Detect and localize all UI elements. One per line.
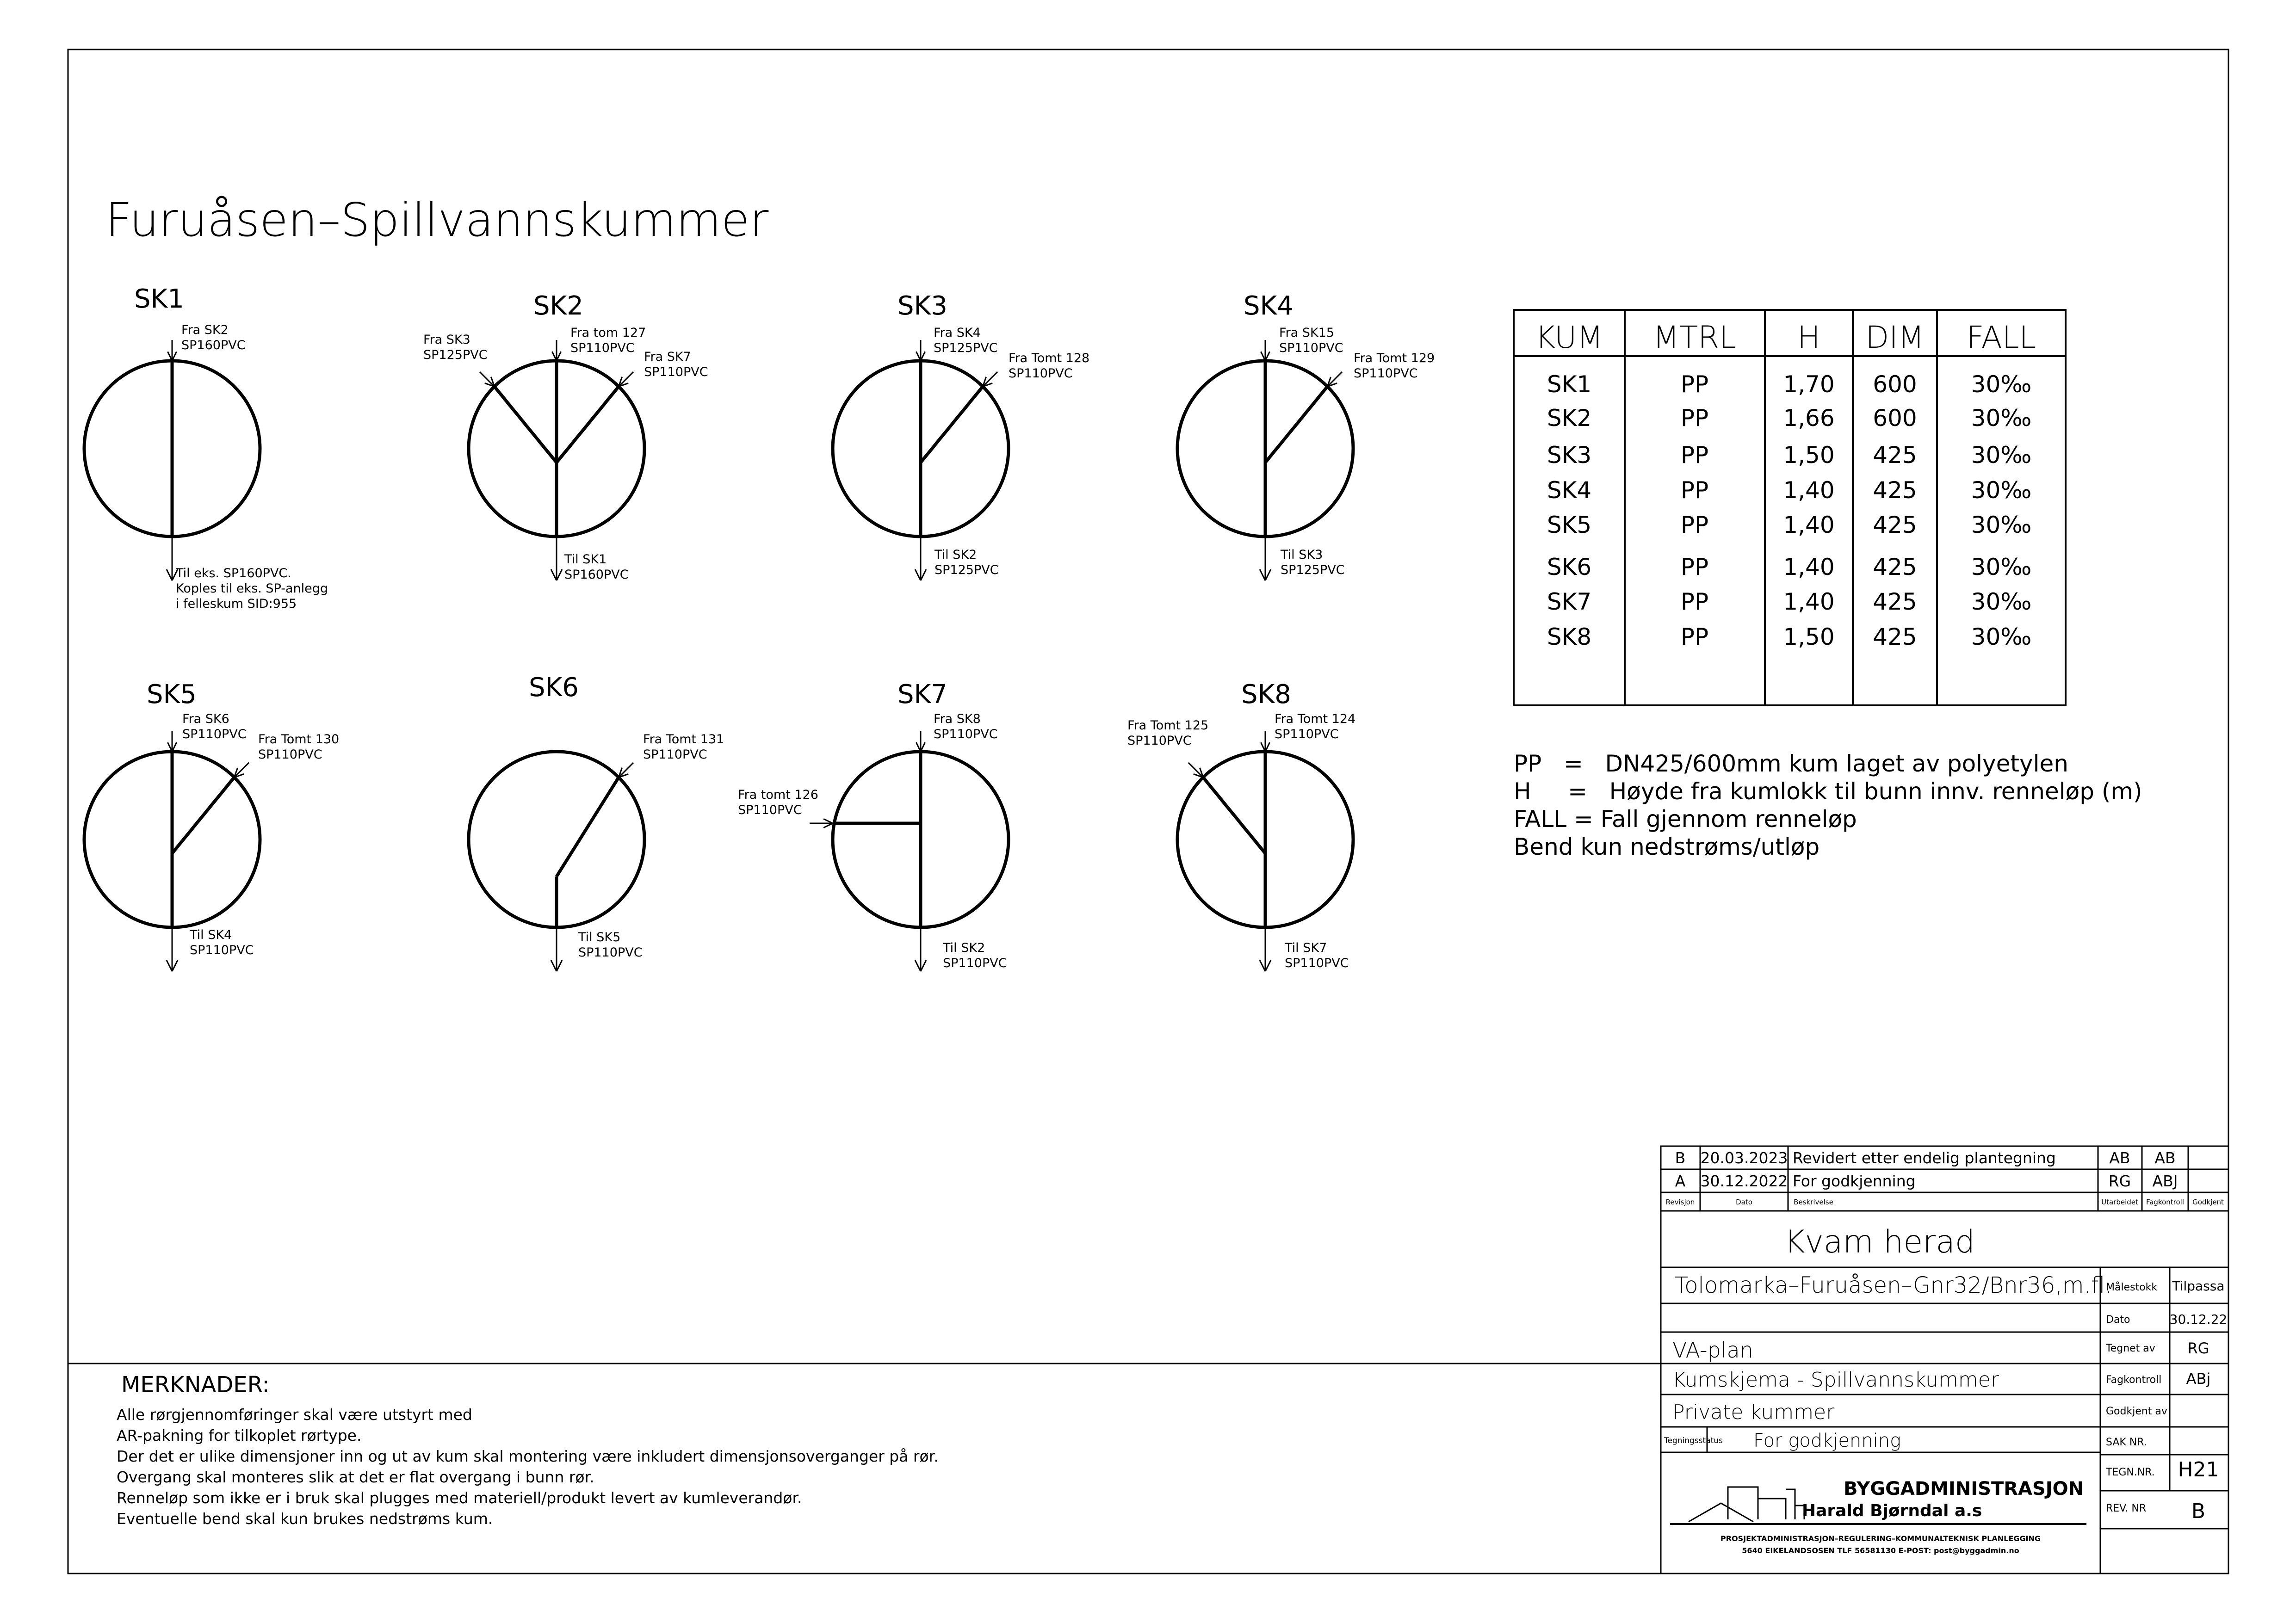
channel-line [557,387,619,463]
manhole-label: SK1 [134,284,184,314]
inlet-label: Fra SK2 [181,323,229,337]
inlet-label: Fra Tomt 124 [1275,712,1356,726]
manhole-sk7 [738,679,1009,971]
table-cell: SK4 [1547,477,1592,504]
rev-header: Dato [1736,1198,1752,1206]
table-header: MTRL [1653,320,1736,355]
inlet-label: Fra SK4 [934,326,981,340]
tegnet-value: RG [2187,1339,2209,1357]
sak-label: SAK NR. [2106,1437,2147,1448]
revision-by: AB [2109,1149,2130,1167]
outlet-label: Til SK2 [934,548,977,562]
arrow-head [915,569,921,580]
company-name: BYGGADMINISTRASJON [1844,1478,2084,1500]
table-cell: SK5 [1547,512,1592,538]
manhole-sk4 [1177,291,1435,580]
tegnet-label: Tegnet av [2106,1343,2155,1354]
manhole-sk1 [84,284,328,611]
outlet-label: Til SK7 [1285,941,1327,955]
table-cell: SK6 [1547,554,1592,580]
table-cell: 425 [1873,512,1917,538]
outlet-label: SP125PVC [934,563,999,577]
inlet-label: SP110PVC [1354,366,1418,381]
revision-description: For godkjenning [1793,1172,1916,1190]
table-cell: PP [1680,512,1709,538]
table-cell: PP [1680,371,1709,398]
outlet-label: i felleskum SID:955 [176,597,297,611]
table-cell: SK7 [1547,588,1592,615]
legend-line: Bend kun nedstrøms/utløp [1514,833,1820,860]
revnr-label: REV. NR [2106,1503,2147,1514]
legend-line: H = Høyde fra kumlokk til bunn innv. renneløp (m) [1514,778,2142,805]
manhole-sk5 [84,679,339,971]
table-cell: 1,40 [1783,512,1835,538]
table-cell: 1,50 [1783,442,1835,469]
legend-line: PP = DN425/600mm kum laget av polyetylen [1514,750,2068,777]
manhole-label: SK7 [897,679,947,710]
outlet-label: SP110PVC [1285,956,1349,970]
outlet-label: Til SK3 [1281,548,1323,562]
arrow-head [921,960,926,971]
inlet-label: Fra SK3 [423,333,470,347]
malestokk-label: Målestokk [2106,1282,2158,1293]
inlet-label: SP125PVC [934,341,998,355]
arrow-head [1260,960,1265,971]
channel-line [172,778,234,853]
rev-header: Godkjent [2192,1198,2224,1206]
company-person: Harald Bjørndal a.s [1802,1501,1982,1520]
outlet-label: Til eks. SP160PVC. [176,566,291,580]
inlet-label: SP110PVC [182,727,247,741]
rev-header: Beskrivelse [1794,1198,1833,1206]
company-address-2: 5640 EIKELANDSOSEN TLF 56581130 E-POST: post@byggadmin.no [1742,1546,2019,1555]
company-address-1: PROSJEKTADMINISTRASJON–REGULERING–KOMMUNALTEKNISK PLANLEGGING [1720,1534,2041,1543]
inlet-label: Fra tom 127 [570,326,646,340]
discipline: VA-plan [1672,1338,1753,1363]
inlet-label: Fra SK15 [1279,326,1334,340]
inlet-label: SP110PVC [1275,727,1339,741]
table-cell: 1,40 [1783,477,1835,504]
fagkontroll-value: ABj [2186,1370,2211,1388]
inlet-label: SP110PVC [643,747,707,762]
revision-letter: A [1675,1172,1686,1190]
arrow-head [557,960,562,971]
note-line: Eventuelle bend skal kun brukes nedstrøms kum. [117,1510,493,1528]
table-cell: 1,66 [1783,405,1835,432]
manhole-sk6 [469,673,724,971]
table-cell: 425 [1873,477,1917,504]
inlet-label: SP110PVC [1009,366,1073,381]
channel-line [495,387,557,463]
inlet-label: SP110PVC [258,747,322,762]
table-cell: PP [1680,442,1709,469]
outlet-label: Til SK4 [190,928,232,942]
godkjent-label: Godkjent av [2106,1406,2167,1417]
revision-by: RG [2108,1172,2131,1190]
dato-value: 30.12.22 [2169,1312,2228,1327]
table-header: FALL [1966,320,2036,355]
project-name: Tolomarka–Furuåsen–Gnr32/Bnr36,m.fl. [1675,1272,2112,1298]
table-cell: 425 [1873,442,1917,469]
outlet-label: SP110PVC [190,943,254,957]
sheet-border [68,49,2228,1574]
outlet-label: Til SK5 [578,930,621,944]
outlet-label: Til SK2 [943,941,985,955]
inlet-label: SP110PVC [738,803,802,817]
channel-line [1203,778,1265,853]
inlet-label: SP110PVC [934,727,998,741]
arrow-head [921,569,926,580]
outlet-label: Koples til eks. SP-anlegg [176,581,328,596]
note-line: Overgang skal monteres slik at det er flat overgang i bunn rør. [117,1468,594,1486]
arrow-head [167,960,172,971]
channel-line [557,778,619,876]
inlet-label: Fra Tomt 125 [1127,718,1209,733]
table-cell: PP [1680,588,1709,615]
table-cell: 1,40 [1783,554,1835,580]
manhole-label: SK5 [147,679,197,710]
inlet-label: SP110PVC [1127,734,1192,748]
fagkontroll-label: Fagkontroll [2106,1374,2162,1386]
inlet-label: SP110PVC [644,365,708,379]
table-cell: PP [1680,554,1709,580]
inlet-label: Fra SK7 [644,350,691,364]
manhole-label: SK3 [897,291,947,321]
manhole-label: SK6 [529,673,579,703]
revision-headers [1666,1198,2224,1206]
table-cell: 30‰ [1971,554,2032,580]
manhole-sk2 [423,291,708,582]
arrow-head [167,569,172,580]
arrow-head [1265,960,1271,971]
table-cell: 425 [1873,554,1917,580]
table-cell: 425 [1873,623,1917,650]
table-cell: 30‰ [1971,588,2032,615]
table-cell: 30‰ [1971,442,2032,469]
status-label: Tegningsstatus [1664,1436,1723,1445]
note-line: Der det er ulike dimensjoner inn og ut av kum skal montering være inkludert dimensjonsoverganger på rør. [117,1447,939,1465]
table-cell: 30‰ [1971,405,2032,432]
arrow-head [551,569,557,580]
channel-line [1265,387,1327,463]
inlet-label: SP110PVC [570,341,635,355]
revision-letter: B [1675,1149,1686,1167]
note-line: Alle rørgjennomføringer skal være utstyrt med [117,1406,472,1424]
outlet-label: SP160PVC [564,568,629,582]
table-cell: 30‰ [1971,623,2032,650]
table-header: KUM [1535,320,1603,355]
table-header: H [1797,320,1820,355]
table-cell: 600 [1873,405,1917,432]
inlet-label: SP110PVC [1279,341,1343,355]
table-cell: 1,50 [1783,623,1835,650]
rev-header: Utarbeidet [2101,1198,2138,1206]
tegnnr-value: H21 [2178,1458,2219,1481]
table-header: DIM [1865,320,1925,355]
table-cell: SK1 [1547,371,1592,398]
legend [1514,750,2142,860]
drawing-name: Kumskjema - Spillvannskummer [1672,1368,1999,1392]
inlet-label: SP125PVC [423,348,488,362]
arrow-head [172,960,178,971]
inlet-label: Fra Tomt 129 [1354,351,1435,365]
inlet-label: Fra tomt 126 [738,788,818,802]
manhole-label: SK4 [1244,291,1293,321]
drawing-subtitle: Private kummer [1672,1401,1835,1424]
revision-check: ABJ [2152,1172,2178,1190]
manhole-sk3 [833,291,1089,580]
rev-header: Fagkontroll [2146,1198,2185,1206]
dato-label: Dato [2106,1314,2130,1326]
arrow-head [915,960,921,971]
table-cell: PP [1680,477,1709,504]
legend-line: FALL = Fall gjennom renneløp [1514,806,1857,833]
revnr-value: B [2191,1500,2206,1523]
table-cell: SK3 [1547,442,1592,469]
inlet-label: Fra Tomt 130 [258,732,340,747]
table-cell: 1,70 [1783,371,1835,398]
table-cell: PP [1680,623,1709,650]
manhole-diagrams [84,284,1435,971]
drawing-title: Furuåsen–Spillvannskummer [105,193,769,247]
arrow-head [557,569,562,580]
table-cell: PP [1680,405,1709,432]
drawing-status: For godkjenning [1753,1430,1901,1451]
revision-description: Revidert etter endelig plantegning [1793,1149,2056,1167]
inlet-label: Fra SK8 [934,712,981,726]
manhole-label: SK8 [1241,679,1291,710]
revision-date: 20.03.2023 [1700,1149,1788,1167]
table-text [1535,320,2036,650]
inlet-label: Fra SK6 [182,712,229,726]
table-cell: SK8 [1547,623,1592,650]
table-cell: 30‰ [1971,477,2032,504]
note-line: Renneløp som ikke er i bruk skal plugges med materiell/produkt levert av kumleverandør. [117,1489,802,1507]
outlet-label: SP125PVC [1281,563,1345,577]
inlet-label: Fra Tomt 131 [643,732,724,747]
table-cell: SK2 [1547,405,1592,432]
inlet-label: Fra Tomt 128 [1009,351,1090,365]
tegnnr-label: TEGN.NR. [2106,1467,2155,1478]
revision-check: AB [2154,1149,2176,1167]
rev-header: Revisjon [1665,1198,1695,1206]
arrow-head [1260,569,1265,580]
notes-heading: MERKNADER: [121,1372,270,1398]
table-cell: 30‰ [1971,512,2032,538]
table-cell: 600 [1873,371,1917,398]
manhole-label: SK2 [533,291,583,321]
table-cell: 425 [1873,588,1917,615]
revision-date: 30.12.2022 [1700,1172,1788,1190]
inlet-label: SP160PVC [181,338,246,352]
malestokk-value: Tilpassa [2172,1278,2225,1294]
table-cell: 1,40 [1783,588,1835,615]
client-name: Kvam herad [1784,1224,1975,1260]
notes-list [117,1406,939,1528]
outlet-label: Til SK1 [564,552,607,567]
table-cell: 30‰ [1971,371,2032,398]
outlet-label: SP110PVC [578,945,643,960]
arrow-head [551,960,557,971]
manhole-sk8 [1127,679,1355,971]
arrow-head [1265,569,1271,580]
outlet-label: SP110PVC [943,956,1007,970]
channel-line [921,387,983,463]
note-line: AR-pakning for tilkoplet rørtype. [117,1426,362,1444]
